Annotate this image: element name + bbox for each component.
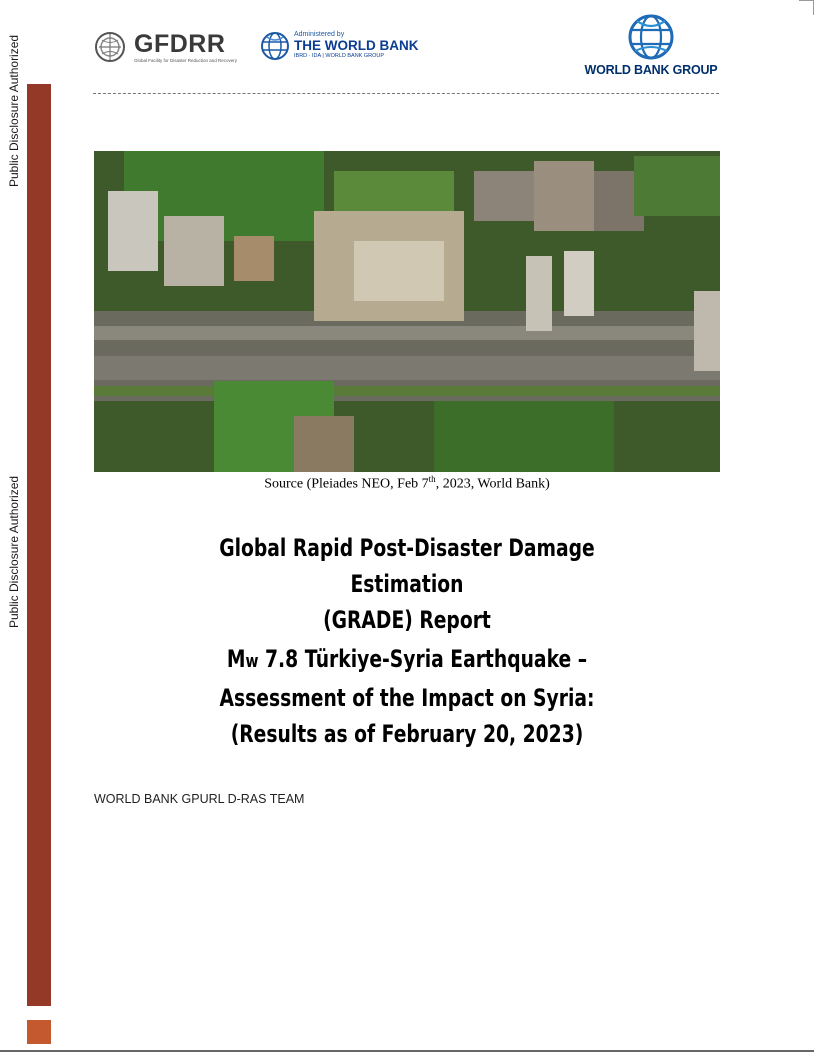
wb-administered-by: Administered by bbox=[294, 31, 345, 38]
report-subtitle-line3: (Results as of February 20, 2023) bbox=[230, 720, 584, 748]
disclosure-label-top: Public Disclosure Authorized bbox=[7, 34, 21, 188]
wb-wordmark: THE WORLD BANK bbox=[294, 38, 419, 53]
side-color-bar bbox=[27, 84, 51, 1006]
report-title bbox=[163, 530, 651, 638]
page-corner-mark bbox=[799, 0, 814, 15]
world-bank-globe-icon bbox=[260, 31, 290, 61]
gfdrr-globe-icon bbox=[94, 31, 126, 63]
world-bank-group-logo bbox=[578, 13, 724, 77]
wb-ibrd-line: IBRD · IDA | WORLD BANK GROUP bbox=[294, 53, 385, 59]
gfdrr-tagline: Global Facility for Disaster Reduction and Recovery bbox=[134, 58, 238, 63]
disclosure-label-middle: Public Disclosure Authorized bbox=[7, 475, 21, 629]
wbg-wordmark: WORLD BANK GROUP bbox=[584, 63, 718, 77]
world-bank-group-globe-icon bbox=[627, 13, 675, 61]
world-bank-logo bbox=[260, 31, 419, 61]
report-subtitle-line2: Assessment of the Impact on Syria: bbox=[219, 684, 595, 712]
report-subtitle-line1: Mw 7.8 Türkiye-Syria Earthquake – bbox=[226, 645, 588, 673]
gfdrr-logo bbox=[94, 31, 237, 67]
report-title-line1: Global Rapid Post-Disaster Damage Estimation bbox=[219, 534, 595, 598]
report-title-line2: (GRADE) Report bbox=[323, 606, 491, 634]
side-color-square bbox=[27, 1020, 51, 1044]
header-divider bbox=[93, 93, 719, 94]
image-caption: Source (Pleiades NEO, Feb 7th, 2023, World Bank) bbox=[264, 474, 550, 492]
report-subtitle bbox=[163, 641, 651, 752]
satellite-image bbox=[94, 151, 720, 472]
team-name: WORLD BANK GPURL D-RAS TEAM bbox=[94, 792, 305, 806]
gfdrr-wordmark: GFDRR bbox=[134, 30, 226, 58]
